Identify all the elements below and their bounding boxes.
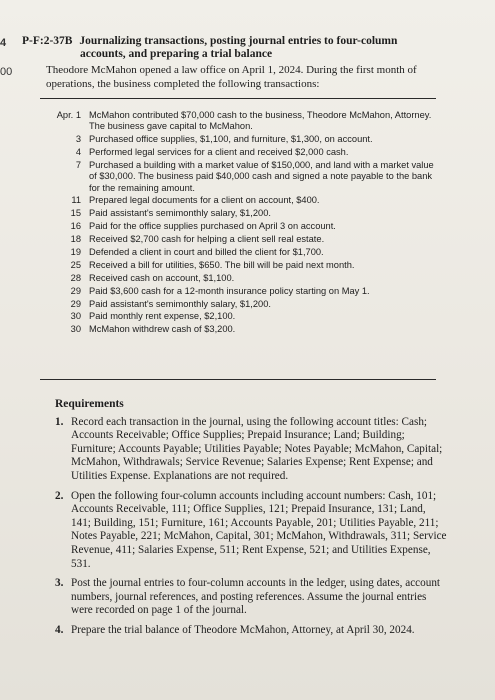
transaction-row	[44, 260, 444, 271]
transaction-text: Paid assistant's semimonthly salary, $1,200.	[89, 298, 271, 309]
requirement-number: 1.	[55, 415, 64, 428]
requirements-list	[55, 416, 447, 638]
requirement-number: 4.	[55, 623, 64, 636]
requirement-item	[55, 624, 447, 638]
transaction-date: Apr. 1	[56, 110, 81, 120]
transaction-date: 15	[70, 208, 81, 219]
transaction-text: Performed legal services for a client and received $2,000 cash.	[89, 147, 349, 158]
transaction-text: Paid for the office supplies purchased on April 3 on account.	[89, 221, 336, 232]
requirement-item	[55, 577, 447, 618]
transaction-text: Prepared legal documents for a client on account, $400.	[89, 195, 320, 206]
transaction-date: 19	[70, 247, 81, 258]
requirement-item	[55, 490, 447, 572]
transaction-text: Purchased a building with a market value of $150,000, and land with a market value of $30,000. The business paid $40,000 cash and signed a note payable to the bank for the remaining amount.	[89, 159, 434, 193]
transaction-date: 7	[75, 159, 81, 170]
transaction-row	[44, 221, 444, 232]
transaction-row	[44, 324, 444, 335]
problem-code: P-F:2-37B	[22, 35, 73, 47]
transaction-text: Defended a client in court and billed the client for $1,700.	[89, 247, 324, 258]
transaction-date: 3	[75, 134, 81, 145]
requirement-item	[55, 416, 447, 484]
transaction-date: 30	[70, 324, 81, 335]
transaction-text: Received a bill for utilities, $650. The bill will be paid next month.	[89, 259, 355, 270]
transaction-date: 30	[70, 311, 81, 322]
transaction-date: 29	[70, 298, 81, 309]
transaction-text: Paid $3,600 cash for a 12-month insurance policy starting on May 1.	[89, 285, 370, 296]
transaction-date: 29	[70, 285, 81, 296]
transaction-date: 28	[70, 272, 81, 283]
transaction-list	[44, 110, 444, 337]
requirement-text: Open the following four-column accounts including account numbers: Cash, 101; Accounts Receivable, 111; Office Supplies, 121; Prepaid Insurance, 131; Land, 141; Building, 151; Furniture, 161; Accounts Payable, 201; Utilities Payable, 211; Notes Payable, 221; McMahon, Capital, 301; McMahon, Withdrawals, 311; Service Revenue, 411; Salaries Expense, 511; Rent Expense, 521; and Utilities Expense, 531.	[71, 489, 447, 570]
transaction-date: 4	[75, 147, 81, 158]
requirement-number: 2.	[55, 489, 64, 502]
problem-heading	[22, 35, 432, 61]
transaction-text: Paid monthly rent expense, $2,100.	[89, 311, 236, 322]
transaction-date: 25	[70, 259, 81, 270]
problem-title-line1: Journalizing transactions, posting journal entries to four-column	[79, 35, 398, 47]
requirement-text: Post the journal entries to four-column accounts in the ledger, using dates, account numbers, journal references, and posting references. Assume the journal entries were recorded on page 1 of the journal.	[71, 577, 441, 617]
transaction-row	[44, 311, 444, 322]
problem-title-line2: accounts, and preparing a trial balance	[80, 48, 273, 60]
transaction-text: McMahon contributed $70,000 cash to the business, Theodore McMahon, Attorney. The business gave capital to McMahon.	[89, 110, 432, 132]
divider-top	[40, 98, 436, 99]
transaction-row	[44, 134, 444, 145]
requirements-title: Requirements	[55, 398, 124, 410]
transaction-row	[44, 273, 444, 284]
margin-number-second: 00	[0, 66, 13, 78]
transaction-date: 18	[70, 234, 81, 245]
transaction-row	[44, 234, 444, 245]
requirements-section	[55, 398, 447, 644]
transaction-text: Paid assistant's semimonthly salary, $1,200.	[89, 208, 271, 219]
transaction-text: Received $2,700 cash for helping a client sell real estate.	[89, 234, 325, 245]
transaction-date: 16	[70, 221, 81, 232]
requirement-text: Record each transaction in the journal, using the following account titles: Cash; Accounts Receivable; Office Supplies; Prepaid Insurance; Land; Building; Furniture; Accounts Payable; Utilities Payable; Notes Payable; McMahon, Capital; McMahon, Withdrawals; Service Revenue; Salaries Expense; Rent Expense; and Utilities Expense. Explanations are not required.	[71, 415, 443, 482]
transaction-row	[44, 195, 444, 206]
transaction-row	[44, 110, 444, 133]
requirement-text: Prepare the trial balance of Theodore McMahon, Attorney, at April 30, 2024.	[71, 623, 415, 636]
transaction-row	[44, 247, 444, 258]
transaction-row	[44, 160, 444, 194]
divider-bottom	[40, 379, 436, 380]
requirement-number: 3.	[55, 577, 64, 590]
transaction-text: Received cash on account, $1,100.	[89, 272, 235, 283]
transaction-row	[44, 299, 444, 310]
transaction-row	[44, 286, 444, 297]
margin-number-top: 4	[0, 37, 7, 49]
transaction-text: McMahon withdrew cash of $3,200.	[89, 324, 236, 335]
transaction-text: Purchased office supplies, $1,100, and furniture, $1,300, on account.	[89, 134, 373, 145]
transaction-date: 11	[71, 195, 81, 206]
transaction-row	[44, 147, 444, 158]
transaction-row	[44, 208, 444, 219]
problem-intro: Theodore McMahon opened a law office on April 1, 2024. During the first month of operations, the business completed the following transactions:	[46, 64, 417, 90]
